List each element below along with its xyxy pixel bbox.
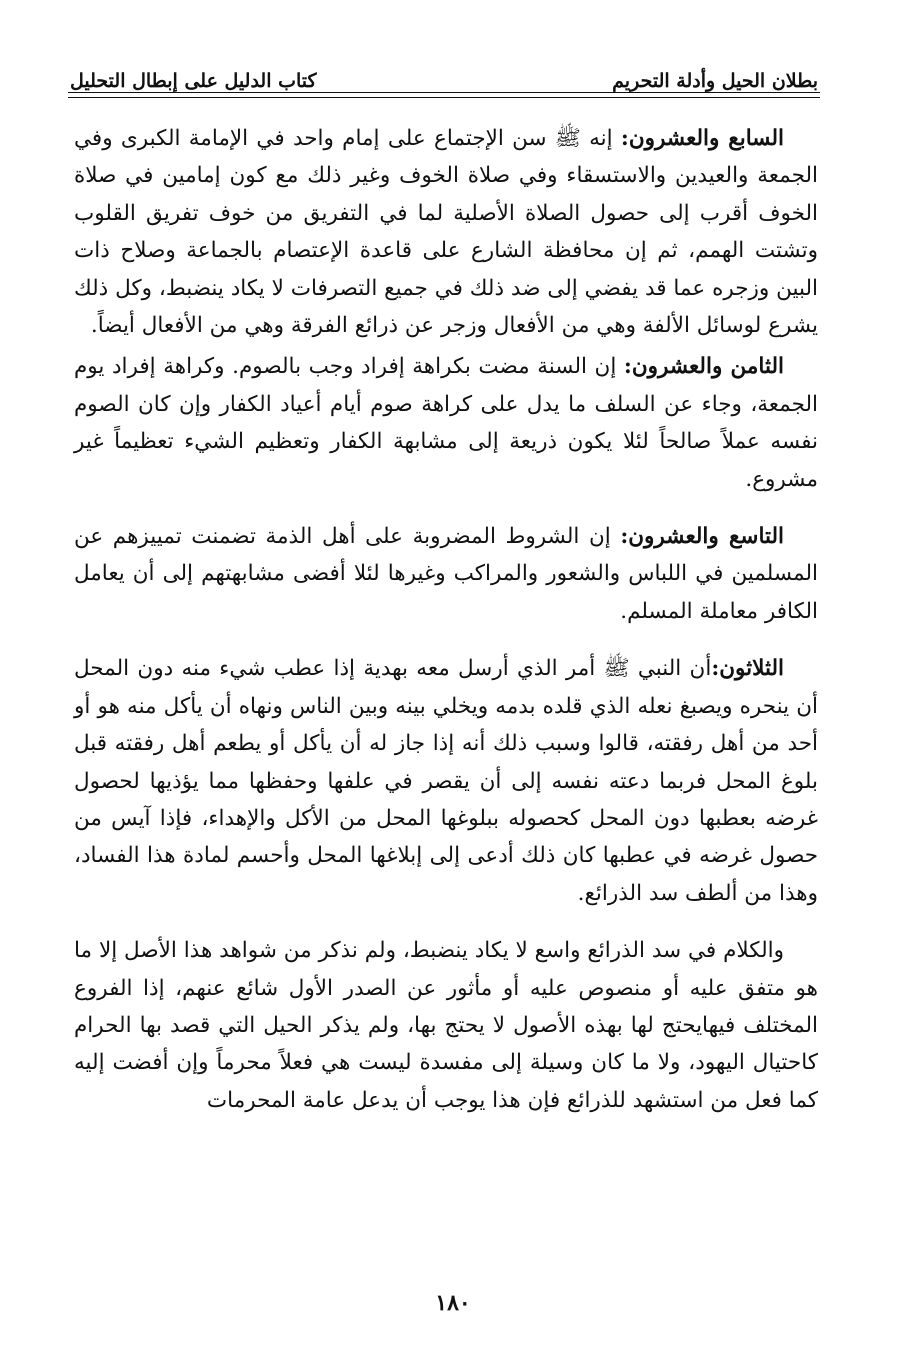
header-double-rule (68, 92, 820, 98)
paragraph-lead: السابع والعشرون: (620, 126, 784, 151)
paragraph-text: إن السنة مضت بكراهة إفراد وجب بالصوم. وكراهة إفراد يوم الجمعة، وجاء عن السلف ما يدل على كراهة صوم أيام أعياد الكفار وإن كان الصوم نفسه عملاً صالحاً لئلا يكون ذريعة إلى مشابهة الكفار وتعظيم الشيء تعظيماً غير مشروع. (74, 354, 818, 492)
paragraph-30 (74, 650, 818, 912)
paragraph-lead: الثامن والعشرون: (623, 354, 784, 380)
running-header (70, 58, 818, 92)
header-left-title: كتاب الدليل على إبطال التحليل (70, 70, 317, 92)
header-right-title: بطلان الحيل وأدلة التحريم (612, 70, 818, 92)
paragraph-lead: الثلاثون: (711, 656, 784, 682)
paragraph-29 (74, 518, 818, 630)
page-body (74, 120, 818, 1119)
paragraph-text: أن النبي ﷺ أمر الذي أرسل معه بهدية إذا عطب شيء منه دون المحل أن ينحره ويصبغ نعله الذي قلده بدمه ويخلي بينه وبين الناس ونهاه أن يأكل منه هو أو أحد من أهل رفقته، قالوا وسبب ذلك أنه إذا جاز له أن يأكل أو يطعم أهل رفقته قبل بلوغ المحل فربما دعته نفسه إلى أن يقصر في علفها وحفظها مما يؤذيها لحصول غرضه بعطبها دون المحل كحصوله ببلوغها المحل من الأكل والإهداء، فإذا آيس من حصول غرضه في عطبها كان ذلك أدعى إلى إبلاغها المحل وأحسم لمادة هذا الفساد، وهذا من ألطف سد الذرائع. (74, 656, 818, 906)
paragraph-text: إن الشروط المضروبة على أهل الذمة تضمنت تمييزهم عن المسلمين في اللباس والشعور والمراكب وغيرها لئلا أفضى مشابهتهم إلى أن يعامل الكافر معاملة المسلم. (74, 524, 818, 624)
paragraph-28 (74, 348, 818, 498)
paragraph-closing (74, 932, 818, 1119)
paragraph-text: والكلام في سد الذرائع واسع لا يكاد ينضبط، ولم نذكر من شواهد هذا الأصل إلا ما هو متفق عليه أو منصوص عليه أو مأثور عن الصدر الأول شائع عنهم، إذا الفروع المختلف فيهايحتج لها بهذه الأصول لا يحتج بها، ولم يذكر الحيل التي قصد بها الحرام كاحتيال اليهود، ولا ما كان وسيلة إلى مفسدة ليست هي فعلاً محرماً وإن أفضت إليه كما فعل من استشهد للذرائع فإن هذا يوجب أن يدعل عامة المحرمات (74, 938, 818, 1113)
paragraph-27 (74, 120, 818, 344)
page-number: ١٨٠ (435, 1290, 471, 1316)
paragraph-lead: التاسع والعشرون: (620, 524, 785, 550)
paragraph-text: إنه ﷺ سن الإجتماع على إمام واحد في الإمامة الكبرى وفي الجمعة والعيدين والاستسقاء وفي صلاة الخوف وغير ذلك مع كون إمامين في صلاة الخوف أقرب إلى حصول الصلاة الأصلية لما في التفريق من خوف تفريق القلوب وتشتت الهمم، ثم إن محافظة الشارع على قاعدة الإعتصام بالجماعة وصلاح ذات البين وزجره عما قد يفضي إلى ضد ذلك في جميع التصرفات لا يكاد ينضبط، وكل ذلك يشرع لوسائل الألفة وهي من الأفعال وزجر عن ذرائع الفرقة وهي من الأفعال أيضاً. (74, 126, 818, 339)
